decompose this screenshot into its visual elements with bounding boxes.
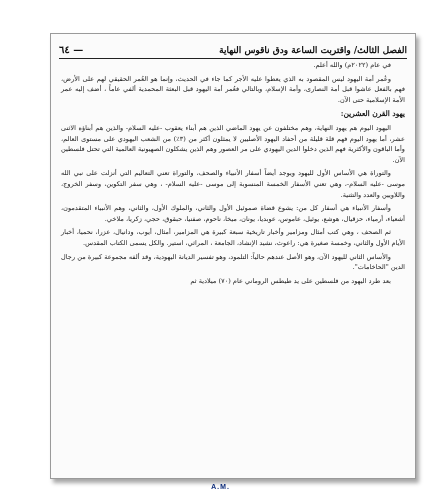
book-page — [50, 33, 416, 479]
paragraph: بعد طرد اليهود من فلسطين على يد طيطس الروماني عام (٧٠) ميلادية ثم — [190, 276, 391, 285]
paragraph: في عام (٢٠٢٢م) والله أعلم. — [313, 61, 391, 69]
chapter-title: الفصل الثالث/ واقتربت الساعة ودق ناقوس النهاية — [219, 46, 407, 56]
paragraph: والتوراة هي الأساس الأول لليهود ويوجد أيضاً أسفار الأنبياء والصحف، والتوراة تعني التعاليم التي أنزلت على نبي الله موسى -عليه السلام-، وهي تعني الأسفار الخمسة المنسوبة إلى موسى -عليه السلام- ، وهي سفر التكوين، وسفر الخروج، واللاويين والعدد والتثنية. — [61, 169, 405, 199]
paragraph: ثم الصحف ، وهي كتب أمثال ومزامير وأخبار تاريخية سبعة كبيرة هي المزامير، أمثال، أيوب، ودانيال، عزرا، نحميا، أخبار الأيام الأول والثاني، وخمسة صغيرة هي: راعوث، نشيد الإنشاد، الجامعة ، المراثي، استير. والكل يسمى الكتاب المقدس. — [61, 228, 405, 247]
page-header — [59, 38, 407, 59]
section-heading: يهود القرن العشرين: — [340, 109, 405, 119]
page-number: — ٦٤ — [59, 45, 84, 56]
page-body — [61, 60, 405, 466]
footer-credit: A.M. — [211, 484, 230, 491]
paragraph: وعُمر أمة اليهود ليس المقصود به الذي يعطوا عليه الأجر كما جاء في الحديث، وإنما هو العُمر الحقيقي لهم على الأرض، فهم بالفعل عاشوا قبل أمة النصارى، وأمة الإسلام، وبالتالي فعُمر أمة اليهود قبل البعثة المحمدية ألفي عاماً ، أضف إليه عمر الأمة الإسلامية حتى الآن. — [61, 74, 405, 104]
paragraph: وأسفار الأنبياء هي أسفار كل من: يشوع قضاة صموئيل الأول والثاني، والملوك الأول، والثاني، وهم الأنبياء المتقدمون، أشعياء، أرمياء، حزقيال، هوشع، يوئيل، عاموس، عوبديا، يونان، ميخا، ناحوم، صفنيا، حبقوق، حجي، زكريا، ملاخي. — [61, 204, 405, 223]
paragraph: اليهود اليوم هم يهود النهاية، وهم مختلفون عن يهود الماضي الذين هم أبناء يعقوب -عليه السلام- والذين هم أبناؤه الاثنى عشر، أما يهود اليوم فهم قلة قليلة من أحفاد اليهود الأصليين لا يمثلون أكثر من (٣٪) من الشعب اليهودي على مستوى العالم، وأما الباقون والأكثرية فهم الذين دخلوا الدين اليهودي على مر العصور وهم الذين يشكلون الصهيونية العالمية التي تحتل فلسطين الآن. — [61, 123, 405, 164]
paragraph: والأساس الثاني لليهود الآن، وهو الأصل عندهم حالياً: التلمود، وهو تفسير الديانة اليهودية، وقد ألفه مجموعة كبيرة من رجال الدين "الحاخامات". — [61, 252, 405, 272]
